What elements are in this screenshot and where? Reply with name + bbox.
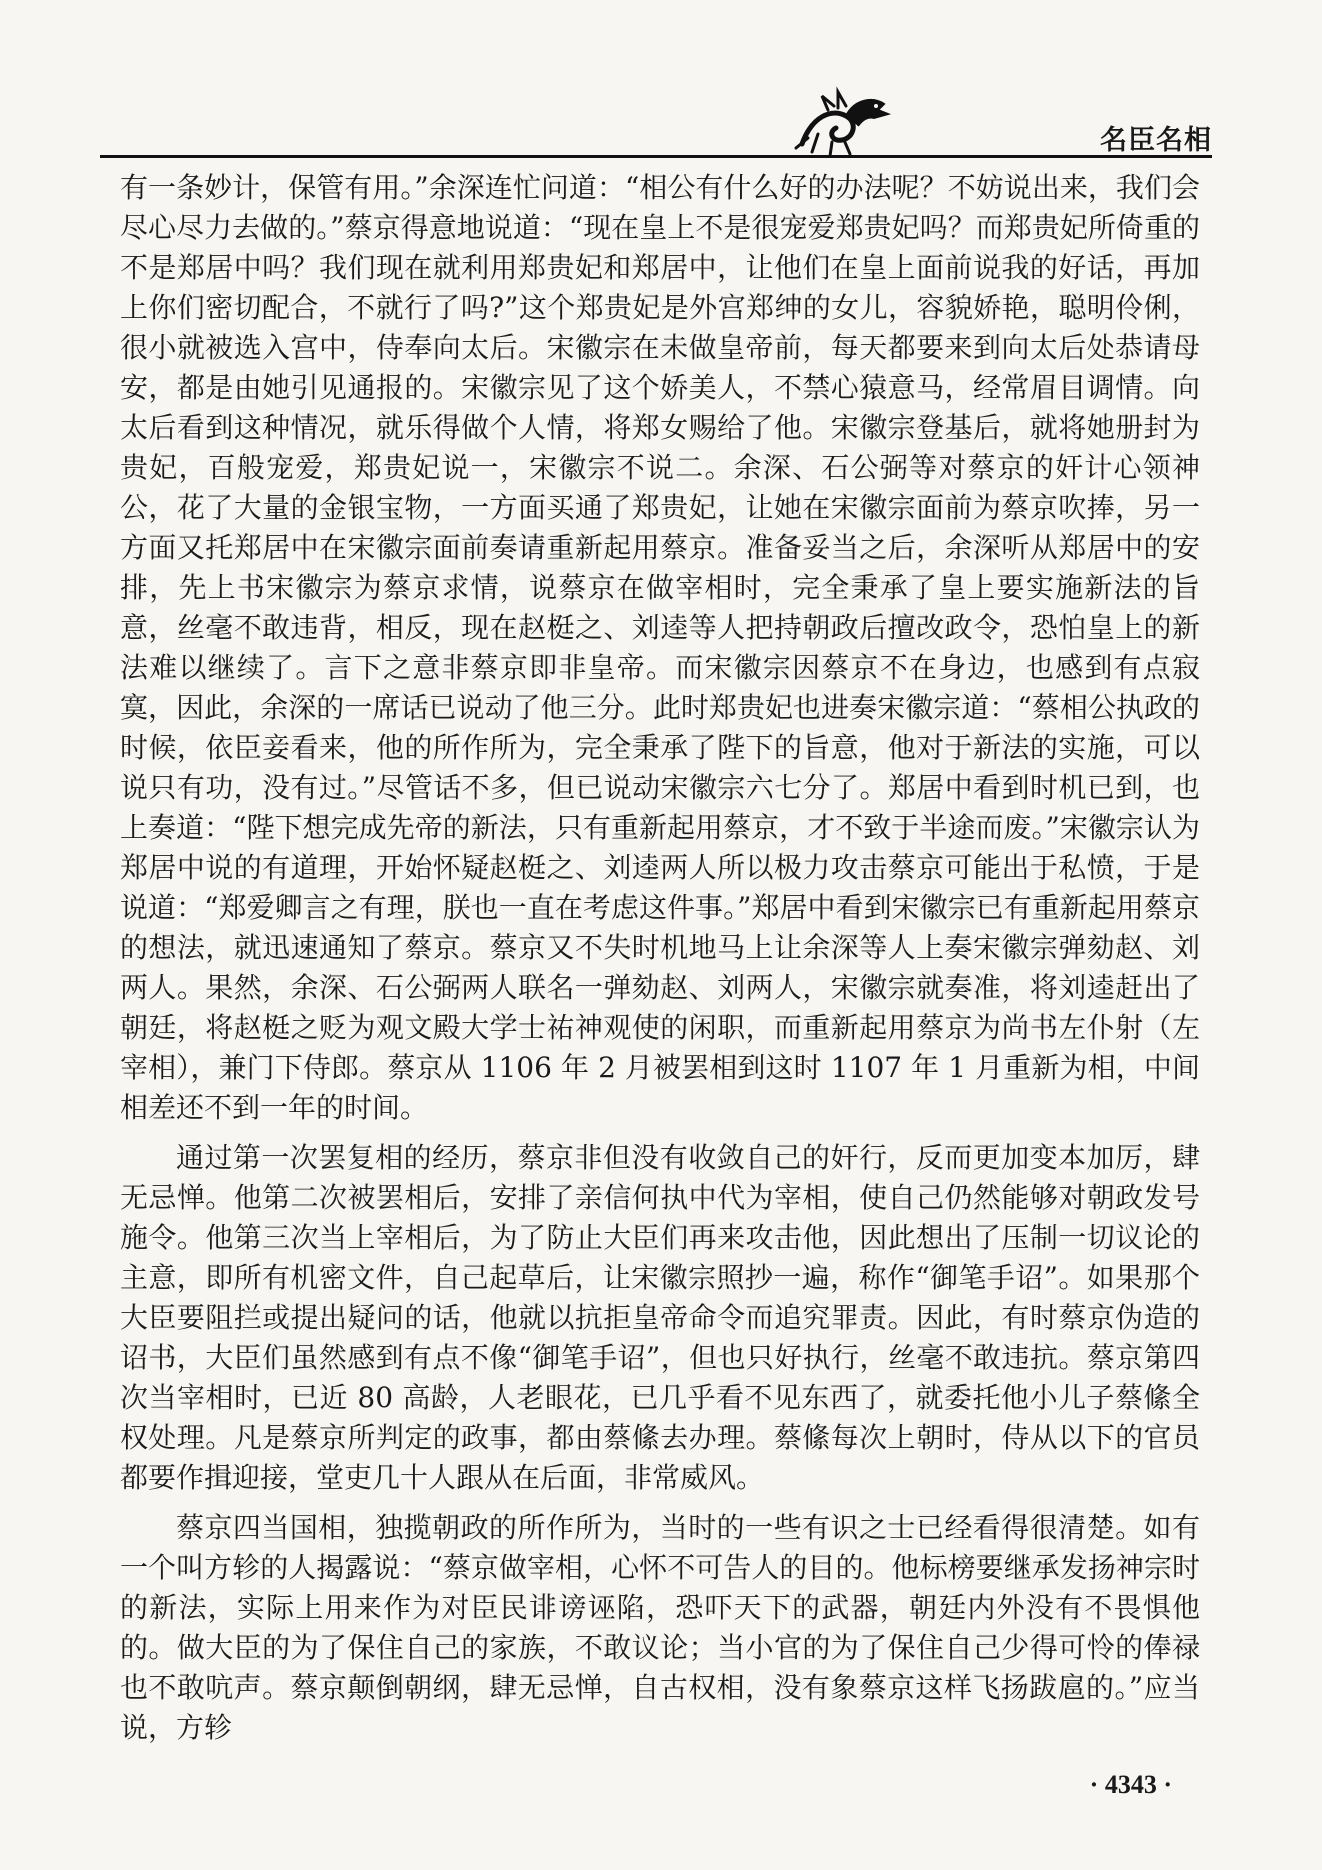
paragraph: 蔡京四当国相，独揽朝政的所作所为，当时的一些有识之士已经看得很清楚。如有一个叫方轸的人揭露说：“蔡京做宰相，心怀不可告人的目的。他标榜要继承发扬神宗时的新法，实际上用来作为对臣民诽谤诬陷，恐吓天下的武器，朝廷内外没有不畏惧他的。做大臣的为了保住自己的家族，不敢议论；当小官的为了保住自己少得可怜的俸禄也不敢吭声。蔡京颠倒朝纲，肆无忌惮，自古权相，没有象蔡京这样飞扬跋扈的。”应当说，方轸 bbox=[120, 1511, 1200, 1744]
paragraph: 有一条妙计，保管有用。”余深连忙问道：“相公有什么好的办法呢？不妨说出来，我们会尽心尽力去做的。”蔡京得意地说道：“现在皇上不是很宠爱郑贵妃吗？而郑贵妃所倚重的不是郑居中吗？我们现在就利用郑贵妃和郑居中，让他们在皇上面前说我的好话，再加上你们密切配合，不就行了吗?”这个郑贵妃是外宫郑绅的女儿，容貌娇艳，聪明伶俐，很小就被选入宫中，侍奉向太后。宋徽宗在未做皇帝前，每天都要来到向太后处恭请母安，都是由她引见通报的。宋徽宗见了这个娇美人，不禁心猿意马，经常眉目调情。向太后看到这种情况，就乐得做个人情，将郑女赐给了他。宋徽宗登基后，就将她册封为贵妃，百般宠爱，郑贵妃说一，宋徽宗不说二。余深、石公弼等对蔡京的奸计心领神公，花了大量的金银宝物，一方面买通了郑贵妃，让她在宋徽宗面前为蔡京吹捧，另一方面又托郑居中在宋徽宗面前奏请重新起用蔡京。准备妥当之后，余深听从郑居中的安排，先上书宋徽宗为蔡京求情，说蔡京在做宰相时，完全秉承了皇上要实施新法的旨意，丝毫不敢违背，相反，现在赵梃之、刘逵等人把持朝政后擅改政令，恐怕皇上的新法难以继续了。言下之意非蔡京即非皇帝。而宋徽宗因蔡京不在身边，也感到有点寂寞，因此，余深的一席话已说动了他三分。此时郑贵妃也进奏宋徽宗道：“蔡相公执政的时候，依臣妾看来，他的所作所为，完全秉承了陛下的旨意，他对于新法的实施，可以说只有功，没有过。”尽管话不多，但已说动宋徽宗六七分了。郑居中看到时机已到，也上奏道：“陛下想完成先帝的新法，只有重新起用蔡京，才不致于半途而废。”宋徽宗认为郑居中说的有道理，开始怀疑赵梃之、刘逵两人所以极力攻击蔡京可能出于私愤，于是说道：“郑爱卿言之有理，朕也一直在考虑这件事。”郑居中看到宋徽宗已有重新起用蔡京的想法，就迅速通知了蔡京。蔡京又不失时机地马上让余深等人上奏宋徽宗弹劾赵、刘两人。果然，余深、石公弼两人联名一弹劾赵、刘两人，宋徽宗就奏准，将刘逵赶出了朝廷，将赵梃之贬为观文殿大学士祐神观使的闲职，而重新起用蔡京为尚书左仆射（左宰相），兼门下侍郎。蔡京从 1106 年 2 月被罢相到这时 1107 年 1 月重新为相，中间相差还不到一年的时间。 bbox=[120, 171, 1200, 1124]
header-rule bbox=[100, 155, 1212, 158]
page-number: · 4343 · bbox=[1089, 1770, 1172, 1799]
paragraph: 通过第一次罢复相的经历，蔡京非但没有收敛自己的奸行，反而更加变本加厉，肆无忌惮。他第二次被罢相后，安排了亲信何执中代为宰相，使自己仍然能够对朝政发号施令。他第三次当上宰相后，为了防止大臣们再来攻击他，因此想出了压制一切议论的主意，即所有机密文件，自己起草后，让宋徽宗照抄一遍，称作“御笔手诏”。如果那个大臣要阻拦或提出疑问的话，他就以抗拒皇帝命令而追究罪责。因此，有时蔡京伪造的诏书，大臣们虽然感到有点不像“御笔手诏”，但也只好执行，丝毫不敢违抗。蔡京第四次当宰相时，已近 80 高龄，人老眼花，已几乎看不见东西了，就委托他小儿子蔡絛全权处理。凡是蔡京所判定的政事，都由蔡絛去办理。蔡絛每次上朝时，侍从以下的官员都要作揖迎接，堂吏几十人跟从在后面，非常威风。 bbox=[120, 1141, 1200, 1494]
body-text bbox=[120, 168, 1200, 1748]
dragon-icon bbox=[788, 86, 898, 158]
running-head: 名臣名相 bbox=[1100, 125, 1212, 156]
